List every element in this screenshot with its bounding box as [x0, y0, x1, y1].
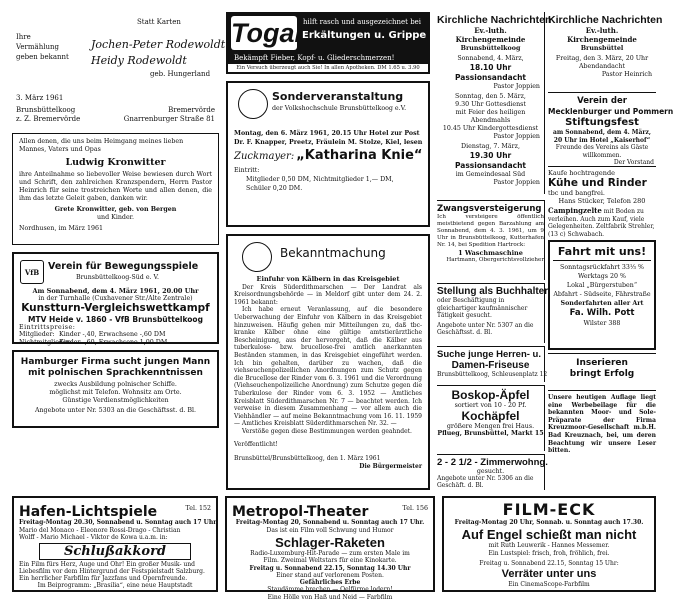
togal-ad — [226, 12, 430, 74]
verein-stiftungsfest — [548, 92, 673, 166]
wedding-bride: Heidy Rodewoldt — [91, 54, 187, 67]
wedding-left-text: Ihre Vermählung geben bekannt — [16, 33, 69, 61]
metropol-theater-ad — [225, 496, 435, 601]
bekanntmachung-body: Einfuhr von Kälbern in das Kreisgebiet Der Kreis Süderdithmarschen — Der Landrat als Kreisordnungsbehörde — in Meldorf gibt unter dem 24. 2. 1961 bekannt: Ich habe erneut Veranlassung, auf die besondere Ueberwachung der Einfuhr von Kälbern in das Kreisgebiet hinzuweisen. Häufig gehen mir Mitteilungen zu, daß tbc-kranke Kälber ohne eine gültige amtstierärztliche Bescheinigung, aus der hervorgeht, daß die Kälber aus tuberkulose- bzw. brucellose-frei amtlich anerkannten Beständen stammen, in das Kreisgebiet eingeführt werden. Ich bin gehalten, darüber zu wachen, daß die viehseuchenpolizeilichen Anordnungen zum Schutz gegen die Brucellose der Rinder vom 6. 3. 1961 und die Verordnung (Viehseuchenpolizeiliche Anordnung) zum Schutze gegen die Tuberkulose der Rinder vom 6. 3. 1952 — Amtliches Kreisblatt Süderdithmarschen Nr. 7 — beachtet werden. Ich verweise in diesem Zusammenhang — vor allem auch die Viehhändler — auf meine Bekanntmachung vom 16. 11. 1959 — Amtliches Kreisblatt Süderdithmarschen Nr. 32. — Verstöße gegen diese Bestimmungen werden geahndet. Veröffentlicht! Brunsbüttel/Brunsbüttelkoog, den 1. März 1961 Die Bürgermeister — [234, 275, 422, 470]
film-eck-cast: mit Ruth Leuwerik - Hannes Messemer. — [488, 542, 610, 549]
zimmer-footer: Angebote unter Nr. 5306 an die Geschäft. d. Bl. — [437, 475, 534, 489]
sport-fees: Mitglieder: Kinder -,40, Erwachsene -,60 DM Nichtmitglieder:Kinder -,60, Erwachsene 1,00 DM — [19, 331, 168, 346]
thanks-text-2: ihre Anteilnahme so liebevoller Weise bewiesen durch Wort und Schrift, den zahlreichen Kranzspendern, Herrn Pastor Heinrich für seine trostreichen Worte und allen denen, die ihm das letzte Geleit gaben, danken wir. — [19, 171, 212, 202]
verein-date: am Sonnabend, dem 4. März, 20 Uhr im Hotel „Kaiserhof“ — [552, 129, 651, 144]
sonder-logo — [238, 89, 268, 119]
beilage-text: Unsere heutigen Auflage liegt eine Werbebeilage für die bekannten Moor- und Sole-Präparate der Firma Kreuzmoor-Gesellschaft m.b.H. Bad Kreuznach, bei, um deren Beachtung wir unsere Leser bitten. — [548, 394, 656, 455]
sonder-fees: Mitglieder 0,50 DM, Nichtmitglieder 1,— DM, Schüler 0,20 DM. — [246, 176, 394, 192]
fahrt-ad — [548, 240, 656, 350]
hafen-film: Schlußakkord — [39, 543, 191, 560]
togal-line3: Bekämpft Fieber, Kopf- u. Gliederschmerzen! — [234, 54, 395, 62]
hafen-header: Hafen-Lichtspiele Tel. 152 — [19, 504, 211, 520]
zimmer-title: 2 - 2 1/2 - Zimmerwohng. — [437, 457, 548, 468]
hafen-times: Freitag-Montag 20.30, Sonnabend u. Sonntag auch 17 Uhr — [19, 519, 217, 526]
job-polish-footer: Angebote unter Nr. 5303 an die Geschäftsst. d. Bl. — [34, 407, 197, 414]
verein-text: Freunde des Vereins als Gäste willkommen. — [555, 144, 649, 159]
buchhalter-title: Stellung als Buchhalter — [437, 286, 549, 297]
kaufe-title: Kühe und Rinder — [548, 177, 647, 189]
wedding-place-right: Bremervörde Gnarrenburger Straße 81 — [123, 106, 215, 123]
zwang-sig: Hartmann, Obergerichtsvollzieher — [446, 257, 544, 263]
aepfel-text-2: größere Mengen frei Haus. — [446, 423, 535, 430]
beilage-hinweis — [548, 390, 656, 490]
thanks-signers: Grete Kronwitter, geb. von Bergen und Kinder. — [54, 206, 177, 221]
metropol-sub: Das ist ein Film voll Schwung und Humor — [266, 527, 394, 534]
hafen-prog: Im Beiprogramm: „Brasilia“, eine neue Hauptstadt — [37, 582, 193, 590]
togal-brand: Togal — [231, 18, 302, 48]
sonder-ad — [226, 81, 430, 227]
sport-teams: MTV Heide v. 1860 - VfB Brunsbüttelkoog — [28, 315, 203, 324]
kaufe-line1: Kaufe hochtragende — [548, 169, 615, 177]
zimmer-text: gesucht. — [476, 468, 505, 475]
sonder-date: Montag, den 6. März 1961, 20.15 Uhr Hotel zur Post — [234, 130, 420, 137]
film-eck-film-2: Verräter unter uns — [501, 568, 597, 580]
sport-subtitle: Brunsbüttelkoog-Süd e. V. — [76, 274, 160, 281]
film-eck-title: FILM-ECK — [502, 500, 596, 519]
sport-title: Verein für Bewegungsspiele — [48, 261, 199, 272]
verein-sig: Der Vorstand — [613, 159, 654, 166]
sport-logo: VfB — [20, 260, 44, 284]
thanks-name: Ludwig Kronwitter — [65, 157, 166, 168]
aepfel-title-2: Kochäpfel — [461, 409, 520, 423]
aepfel-text: sortiert von 10 - 20 Pf. — [454, 402, 527, 409]
sport-date: Am Sonnabend, dem 4. März 1961, 20.00 Uhr — [32, 287, 199, 295]
film-eck-times-2: Freitag u. Sonnabend 22.15, Sonntag 15 Uhr: — [479, 560, 619, 567]
bekanntmachung-title: Bekanntmachung — [280, 246, 386, 260]
wedding-label: Statt Karten — [137, 18, 181, 26]
buchhalter-footer: Angebote unter Nr. 5307 an die Geschäftsst. d. Bl. — [437, 321, 534, 336]
church2-title: Kirchliche Nachrichten — [548, 14, 663, 26]
zimmer-ad — [437, 454, 548, 490]
friseuse-title-2: Damen-Friseuse — [451, 360, 530, 371]
kaufe-line3: Hans Stücker, Telefon 280 — [558, 197, 646, 205]
wedding-announcement — [12, 12, 226, 126]
sonder-title: Sonderveranstaltung — [272, 90, 404, 103]
church-notice-brunsbuettelkoog — [437, 12, 552, 194]
verein-title: Verein der Mecklenburger und Pommern Stiftungsfest — [548, 96, 673, 128]
inserieren-ad — [548, 353, 656, 387]
sport-fees-label: Eintrittspreise: — [19, 324, 76, 331]
sonder-body — [234, 129, 422, 193]
church-notice-brunsbuettel — [548, 12, 663, 88]
sport-body — [19, 287, 212, 346]
sport-venue: in der Turnhalle (Cuxhavener Str./Alte Zentrale) — [38, 295, 193, 302]
aepfel-addr: Pflueg, Brunsbüttel, Markt 15 — [437, 430, 544, 437]
aepfel-title: Boskop-Äpfel — [451, 388, 530, 402]
thanks-notice — [12, 133, 219, 245]
church2-subtitle: Ev.-luth. Kirchengemeinde Brunsbüttel — [567, 26, 637, 52]
metropol-film: Schlager-Raketen — [275, 535, 385, 550]
togal-line1: hilft rasch und ausgezeichnet bei — [303, 18, 422, 26]
sonder-play-line: Zuckmayer: „Katharina Knie“ — [234, 148, 423, 163]
bekanntmachung-subtitle: Einfuhr von Kälbern in das Kreisgebiet — [256, 275, 400, 283]
kaufe-line2: tbc und bangfrei. — [548, 189, 605, 197]
sport-event: Kunstturn-Vergleichswettkampf — [21, 302, 210, 314]
fahrt-title: Fahrt mit uns! — [553, 245, 651, 261]
wedding-date: 3. März 1961 — [16, 94, 64, 102]
metropol-header: Metropol-Theater Tel. 156 — [232, 504, 428, 520]
zwang-title: Zwangsversteigerung — [437, 204, 542, 214]
church2-items: Freitag, den 3. März, 20 Uhr Abendandacht Pastor Heinrich — [555, 55, 652, 78]
sport-ad — [12, 252, 219, 344]
aepfel-ad — [437, 385, 545, 451]
zwangsversteigerung — [437, 200, 545, 280]
thanks-footer: Nordhusen, im März 1961 — [19, 225, 104, 232]
bekanntmachung-seal — [242, 242, 272, 272]
inserieren-text: Inserieren bringt Erfolg — [569, 358, 635, 379]
zwang-text: Ich versteigere öffentlich meistbietend gegen Barzahlung am Sonnabend, dem 4. 3. 1961, um 9 Uhr in Brunsbüttelkoog, Kutterhafen Nr. 14, bei Spedition Hartrock: — [437, 214, 544, 248]
buchhalter-ad — [437, 283, 549, 343]
camping-ad: Campingzelte mit Boden zu verleihen. Auch zum Kauf, viele Gelegenheiten. Zeltfabrik Strehler, (13 c) Schwabach. — [548, 206, 655, 238]
wedding-place-left: Brunsbüttelkoog z. Z. Bremervörde — [16, 106, 81, 123]
sonder-fee-label: Eintritt: — [234, 167, 260, 174]
church1-subtitle: Ev.-luth. Kirchengemeinde Brunsbüttelkoog — [455, 26, 526, 52]
hafen-cast: Mario del Monaco - Eleonore Rossi-Drago - Christian Wolff - Mario Michael - Viktor de Kowa u.a.m. in: — [19, 527, 181, 542]
job-polish-ad — [12, 350, 219, 428]
sonder-sub: der Volkshochschule Brunsbüttelkoog e.V. — [272, 105, 407, 112]
togal-line4: Ein Versuch überzeugt auch Sie! In allen Apotheken. DM 1.65 u. 3.90 — [228, 64, 428, 72]
fahrt-lines: Sonntagsrückfahrt 33⅓ % Werktags 20 % Lokal „Bürgerstuben“ Abfahrt - Südseite, Fährstraße Sonderfahrten aller Art Fa. Wilh. Pott Wilster 388 — [553, 264, 651, 327]
church1-title: Kirchliche Nachrichten — [437, 14, 552, 26]
film-eck-times: Freitag-Montag 20 Uhr, Sonnab. u. Sonntag auch 17.30. — [454, 519, 644, 526]
metropol-cast: Radio-Luxemburg-Hit-Parade — zum ersten Male im Film. Zweimal Weltstars für eine Kinokarte. Freitag u. Sonnabend 22.15, Sonntag 14.30 Uhr Einer stand auf verlorenem Posten. Gefährliches Erbe Staudämme brechen — Oelfürme lodern! Eine Hölle von Haß und Neid — Farbfilm — [249, 550, 411, 601]
friseuse-addr: Brunsbüttelkoog, Schleusenplatz 12 — [437, 371, 548, 378]
bekanntmachung — [226, 234, 430, 490]
church1-item-2: Sonntag, den 5. März, 9.30 Uhr Gottesdienst mit Feier des heiligen Abendmahls 10.45 Uhr Kindergottesdienst Pastor Joppien — [442, 93, 540, 140]
film-eck-desc: Ein Lustspiel: frisch, froh, fröhlich, frei. — [488, 550, 610, 557]
zwang-item: 1 Waschmaschine — [458, 249, 523, 257]
film-eck-desc-2: Ein CinemaScope-Farbfilm — [508, 581, 590, 588]
film-eck-ad — [442, 496, 656, 592]
hafen-lichtspiele-ad — [12, 496, 218, 592]
church1-item-3: Dienstag, 7. März, 19.30 Uhr Passionsandacht im Gemeindesaal Süd Pastor Joppien — [454, 143, 540, 186]
togal-line2: Erkältungen u. Grippe — [302, 30, 427, 41]
wedding-nee: geb. Hungerland — [150, 70, 211, 78]
kaufe-kuehe-ad — [548, 166, 656, 236]
metropol-times: Freitag-Montag 20, Sonnabend u. Sonntag auch 17 Uhr. — [235, 519, 425, 526]
film-eck-film: Auf Engel schießt man nicht — [461, 527, 637, 542]
thanks-text-1: Allen denen, die uns beim Heimgang meines lieben Mannes, Vaters und Opas — [19, 138, 184, 153]
job-polish-text: zwecks Ausbildung polnischer Schiffe. möglichst mit Telefon. Wohnsitz am Orte. Günstige Verdienstmöglichkeiten — [49, 381, 182, 404]
friseuse-ad — [437, 346, 548, 382]
hafen-desc: Ein Film fürs Herz, Auge und Ohr! Ein großer Musik- und Liebesfilm vor dem Hintergrund der Festspielstadt Salzburg. Ein herrlicher Farbfilm für Jazzfans und Opernfreunde. — [19, 560, 205, 583]
sonder-persons: Dr. F. Knapper, Preetz, Fräulein M. Stolze, Kiel, lesen — [234, 139, 423, 146]
wedding-groom: Jochen-Peter Rodewoldt — [91, 38, 226, 51]
buchhalter-text: oder Beschäftigung in gleichartiger kaufmännischer Tätigkeit gesucht. — [437, 297, 528, 319]
job-polish-title: Hamburger Firma sucht jungen Mann mit polnischen Sprachkenntnissen — [20, 357, 211, 378]
church1-item-1: Sonnabend, 4. März, 18.10 Uhr Passionsandacht Pastor Joppien — [454, 55, 540, 90]
friseuse-title-1: Suche junge Herren- u. — [437, 349, 541, 360]
